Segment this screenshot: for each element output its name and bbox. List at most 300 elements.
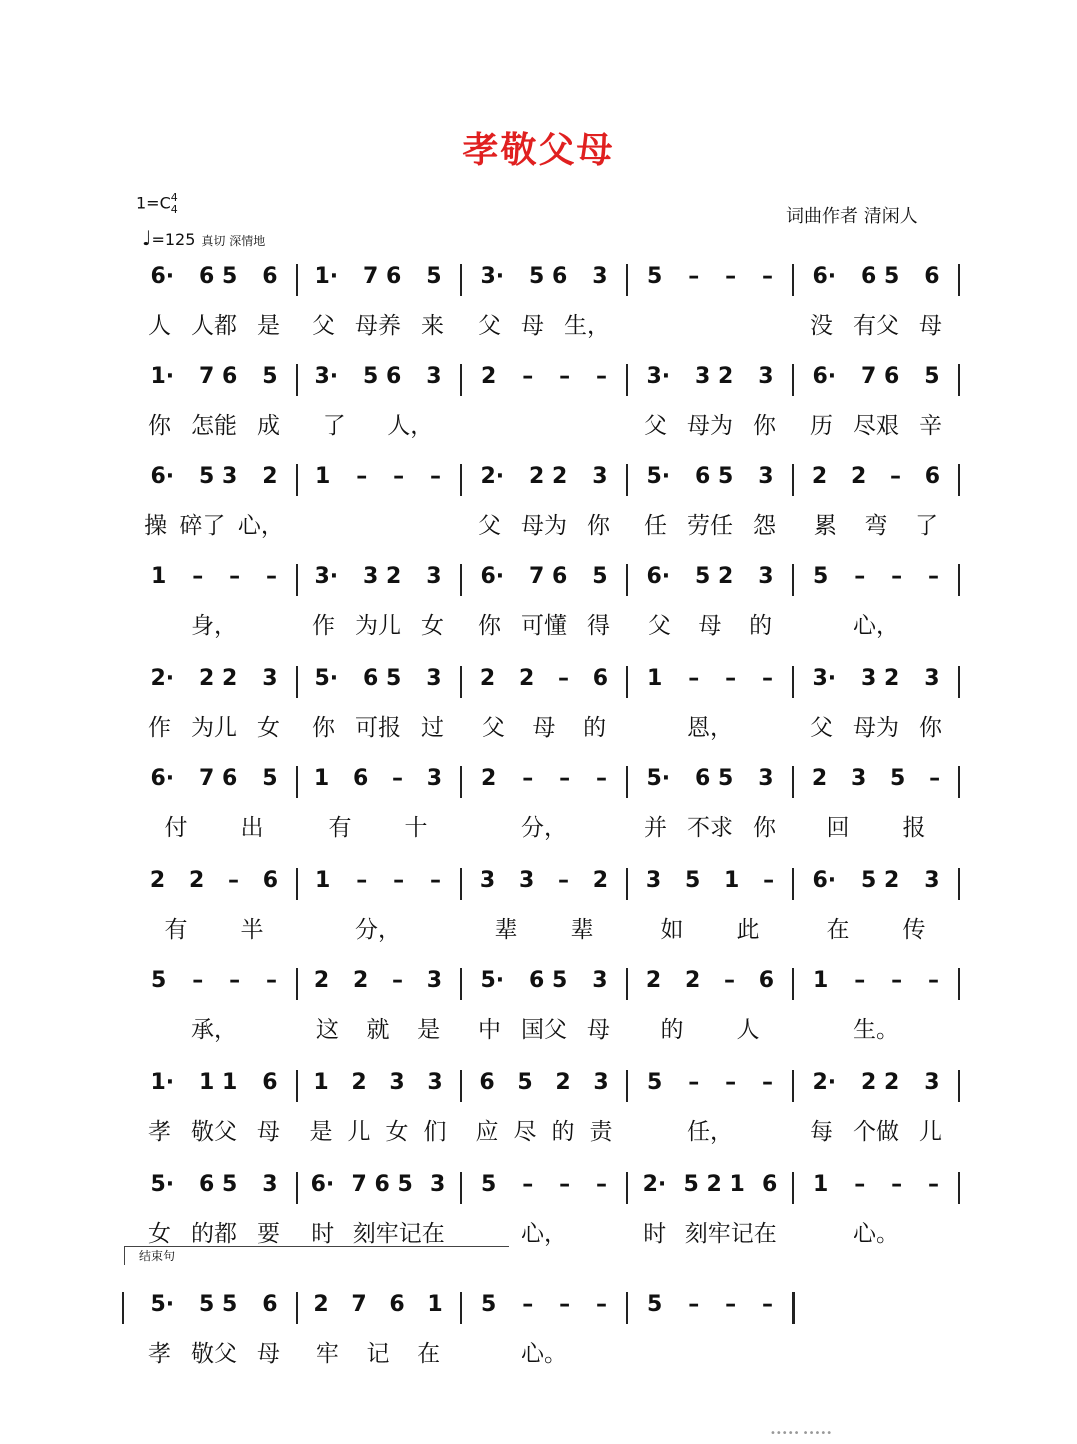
lyric: 十 xyxy=(404,814,428,841)
measure xyxy=(138,1064,290,1154)
note: – xyxy=(928,1171,940,1197)
note: 2 xyxy=(479,665,496,691)
note: 5 xyxy=(890,765,906,791)
measure xyxy=(302,962,454,1052)
note: – xyxy=(558,867,570,893)
note: – xyxy=(688,1069,700,1095)
barline xyxy=(958,264,960,296)
note: 2 xyxy=(850,463,867,489)
barline xyxy=(296,264,298,296)
lyric: 尽 xyxy=(513,1118,537,1145)
lyric: 累 xyxy=(813,512,837,539)
note-row xyxy=(302,660,454,696)
lyric: 报 xyxy=(902,814,926,841)
barline xyxy=(296,564,298,596)
note: 5 xyxy=(150,967,167,993)
barline xyxy=(460,968,462,1000)
barline xyxy=(626,1172,628,1204)
note-row xyxy=(634,1064,786,1100)
lyric: 你 xyxy=(148,412,171,439)
note: 2 xyxy=(811,765,828,791)
barline xyxy=(296,1070,298,1102)
note-row xyxy=(138,760,290,796)
note: 5· xyxy=(646,765,671,791)
note: 3 xyxy=(426,967,443,993)
lyric: 分， xyxy=(355,916,401,943)
note-row xyxy=(138,660,290,696)
lyric-row xyxy=(468,306,620,340)
lyric: 的 xyxy=(660,1016,684,1043)
measure xyxy=(468,558,620,648)
lyric: 弯 xyxy=(864,512,888,539)
note: 2 xyxy=(480,363,497,389)
measure xyxy=(634,1286,786,1376)
note: 5· xyxy=(150,1171,175,1197)
note: 6· xyxy=(812,363,837,389)
note: 3 xyxy=(426,563,442,589)
start-barline xyxy=(122,1292,124,1324)
barline xyxy=(460,564,462,596)
barline xyxy=(626,464,628,496)
note: – xyxy=(688,1291,700,1317)
note: 6 xyxy=(262,867,279,893)
note: – xyxy=(392,765,404,791)
note-row xyxy=(468,760,620,796)
measure xyxy=(634,558,786,648)
note: 2 xyxy=(811,463,828,489)
note-row xyxy=(800,458,952,494)
note: – xyxy=(854,967,866,993)
note: 2 2 xyxy=(861,1069,900,1095)
note: 7 6 xyxy=(199,765,238,791)
lyric: 得 xyxy=(587,612,610,639)
barline xyxy=(296,1172,298,1204)
note: 7 xyxy=(351,1291,367,1317)
note-row xyxy=(138,1166,290,1202)
note: 6· xyxy=(812,263,837,289)
barline xyxy=(792,766,794,798)
lyric: 成 xyxy=(257,412,280,439)
score-line xyxy=(138,962,968,1052)
note: 3 xyxy=(924,1069,940,1095)
note-row xyxy=(138,1286,290,1322)
lyric: 就 xyxy=(366,1016,390,1043)
lyric: 承， xyxy=(191,1016,237,1043)
lyric: 可懂 xyxy=(521,612,567,639)
lyric-row xyxy=(800,808,952,842)
note-row xyxy=(138,258,290,294)
lyric-row xyxy=(800,306,952,340)
note: 1 xyxy=(724,867,740,893)
note-row xyxy=(302,760,454,796)
lyric: 母为 xyxy=(853,714,899,741)
note: 5 xyxy=(426,263,442,289)
key-prefix: 1=C xyxy=(136,193,171,213)
note: – xyxy=(430,463,442,489)
lyric: 儿 xyxy=(347,1118,371,1145)
barline xyxy=(958,464,960,496)
lyric: 的 xyxy=(749,612,773,639)
note-row xyxy=(634,358,786,394)
note: 6 5 xyxy=(529,967,568,993)
lyric: 母养 xyxy=(355,312,401,339)
lyric: 们 xyxy=(423,1118,447,1145)
note: – xyxy=(559,363,571,389)
lyric: 女 xyxy=(385,1118,409,1145)
barline xyxy=(296,766,298,798)
barline xyxy=(626,868,628,900)
lyric-row xyxy=(634,406,786,440)
note: 2 xyxy=(592,867,609,893)
note-row xyxy=(634,258,786,294)
note: 3 xyxy=(758,563,774,589)
note-row xyxy=(468,358,620,394)
note: 1· xyxy=(150,1069,175,1095)
barline xyxy=(792,364,794,396)
expression-text: 真切 深情地 xyxy=(201,234,266,248)
lyric: 父 xyxy=(312,312,335,339)
lyric: 母 xyxy=(257,1340,280,1367)
lyric: 心， xyxy=(853,612,899,639)
note: 2 xyxy=(555,1069,571,1095)
lyric: 历 xyxy=(810,412,833,439)
note: – xyxy=(522,1291,534,1317)
note: 2 xyxy=(645,967,662,993)
footer-text: ••••• ••••• xyxy=(770,1428,833,1439)
quarter-note-icon: ♩ xyxy=(142,226,152,250)
lyric: 牢 xyxy=(315,1340,339,1367)
barline xyxy=(626,968,628,1000)
note: 3 xyxy=(592,463,608,489)
score-line xyxy=(138,558,968,648)
lyric-row xyxy=(138,1334,290,1368)
measure xyxy=(302,1166,454,1256)
lyric: 劳任 xyxy=(687,512,733,539)
measure xyxy=(468,1166,620,1256)
lyric: 辈 xyxy=(494,916,518,943)
lyric: 付 xyxy=(164,814,188,841)
lyric: 女 xyxy=(421,612,444,639)
measure xyxy=(302,862,454,952)
lyric-row xyxy=(468,606,620,640)
note: 3 2 xyxy=(363,563,402,589)
lyric: 个做 xyxy=(853,1118,899,1145)
lyric-row xyxy=(468,708,620,742)
note: – xyxy=(725,1069,737,1095)
note: 5 xyxy=(812,563,829,589)
lyric: 孝 xyxy=(148,1340,171,1367)
note: 2 xyxy=(313,967,330,993)
note: – xyxy=(393,867,405,893)
note: 3 xyxy=(924,665,940,691)
lyric: 可报 xyxy=(355,714,401,741)
lyric-row xyxy=(468,506,620,540)
note: 2· xyxy=(480,463,505,489)
note: 5· xyxy=(480,967,505,993)
measure xyxy=(138,862,290,952)
barline xyxy=(460,464,462,496)
measure xyxy=(468,1286,620,1376)
lyric-row xyxy=(302,1334,454,1368)
measure xyxy=(302,458,454,548)
lyric-row xyxy=(468,1334,620,1368)
lyric-row xyxy=(468,1112,620,1146)
lyric: 应 xyxy=(475,1118,499,1145)
lyric-row xyxy=(302,708,454,742)
note: 6 5 xyxy=(861,263,900,289)
lyric-row xyxy=(468,406,620,440)
measure xyxy=(800,862,952,952)
note: 5 xyxy=(646,1069,663,1095)
lyric: 是 xyxy=(309,1118,333,1145)
lyric-row xyxy=(468,1214,620,1248)
note: – xyxy=(688,665,700,691)
measure xyxy=(800,1064,952,1154)
note-row xyxy=(800,760,952,796)
lyric: 半 xyxy=(240,916,264,943)
note: – xyxy=(596,363,608,389)
lyric: 女 xyxy=(257,714,280,741)
note: 3 xyxy=(426,765,443,791)
measure xyxy=(800,258,952,348)
measure xyxy=(468,962,620,1052)
note-row xyxy=(468,660,620,696)
lyric: 有父 xyxy=(853,312,899,339)
note: – xyxy=(688,263,700,289)
note: 6 xyxy=(262,1069,278,1095)
lyric: 生， xyxy=(564,312,610,339)
note: – xyxy=(762,1291,774,1317)
lyric-row xyxy=(138,1112,290,1146)
note: 6 5 xyxy=(363,665,402,691)
note: 3 xyxy=(262,665,278,691)
lyric: 传 xyxy=(902,916,926,943)
note: 1 xyxy=(150,563,167,589)
note-row xyxy=(634,1166,786,1202)
lyric-row xyxy=(800,910,952,944)
note-row xyxy=(800,660,952,696)
barline xyxy=(792,464,794,496)
lyric: 孝 xyxy=(148,1118,171,1145)
note: – xyxy=(266,563,278,589)
note: 5 2 xyxy=(695,563,734,589)
measure xyxy=(634,862,786,952)
lyric-row xyxy=(138,1010,290,1044)
lyric-row xyxy=(302,1214,454,1248)
note: 1 xyxy=(646,665,663,691)
lyric: 了 xyxy=(915,512,939,539)
lyric: 母 xyxy=(698,612,722,639)
measure xyxy=(302,1286,454,1376)
note: – xyxy=(559,1291,571,1317)
lyric: 敬父 xyxy=(191,1118,237,1145)
lyric-row xyxy=(302,606,454,640)
lyric: 作 xyxy=(312,612,335,639)
note: 2 2 xyxy=(199,665,238,691)
note: 1 xyxy=(313,765,330,791)
note-row xyxy=(468,862,620,898)
note: 2 xyxy=(352,967,369,993)
note: 7 6 xyxy=(529,563,568,589)
lyric: 有 xyxy=(164,916,188,943)
note: 1 xyxy=(427,1291,443,1317)
lyric: 怨 xyxy=(753,512,776,539)
lyric: 你 xyxy=(919,714,942,741)
lyric: 父 xyxy=(478,312,501,339)
measure xyxy=(634,1064,786,1154)
note-row xyxy=(634,962,786,998)
lyric-row xyxy=(138,506,290,540)
note: – xyxy=(928,563,940,589)
note-row xyxy=(634,558,786,594)
measure xyxy=(138,962,290,1052)
measure xyxy=(138,358,290,448)
lyric: 你 xyxy=(753,412,776,439)
note: 5 2 xyxy=(861,867,900,893)
note: 2 xyxy=(480,765,497,791)
lyric: 为儿 xyxy=(355,612,401,639)
measure xyxy=(468,258,620,348)
lyric: 你 xyxy=(312,714,335,741)
lyric: 并 xyxy=(644,814,667,841)
note: 5 xyxy=(517,1069,533,1095)
lyric: 母 xyxy=(532,714,556,741)
note-row xyxy=(468,1064,620,1100)
lyric-row xyxy=(634,708,786,742)
note: 1· xyxy=(150,363,175,389)
lyric-row xyxy=(302,506,454,540)
note: 3 xyxy=(592,263,608,289)
measure xyxy=(634,962,786,1052)
lyric-row xyxy=(634,1112,786,1146)
lyric-row xyxy=(468,808,620,842)
lyric: 要 xyxy=(257,1220,280,1247)
lyric-row xyxy=(634,606,786,640)
note: – xyxy=(596,765,608,791)
lyric: 此 xyxy=(736,916,760,943)
lyric-row xyxy=(800,1112,952,1146)
note: 3 xyxy=(262,1171,278,1197)
note-row xyxy=(468,258,620,294)
note: – xyxy=(891,967,903,993)
note-row xyxy=(468,458,620,494)
lyric: 的都 xyxy=(191,1220,237,1247)
note: 5 3 xyxy=(199,463,238,489)
note: – xyxy=(356,867,368,893)
measure xyxy=(800,962,952,1052)
note: – xyxy=(890,463,902,489)
measure xyxy=(138,1286,290,1376)
barline xyxy=(460,1070,462,1102)
measure xyxy=(138,660,290,750)
note: 3 xyxy=(758,463,774,489)
barline xyxy=(792,1070,794,1102)
note: – xyxy=(762,263,774,289)
lyric: 分， xyxy=(521,814,567,841)
note: – xyxy=(559,765,571,791)
barline xyxy=(296,1292,298,1324)
note: 3 xyxy=(850,765,867,791)
measure xyxy=(468,358,620,448)
note: 7 6 xyxy=(199,363,238,389)
note: 5· xyxy=(150,1291,175,1317)
note: 1 xyxy=(812,1171,829,1197)
note: – xyxy=(854,563,866,589)
note: – xyxy=(192,563,204,589)
note: 1 xyxy=(314,867,331,893)
measure xyxy=(634,760,786,850)
lyric-row xyxy=(302,910,454,944)
note: 6· xyxy=(150,463,175,489)
note: 3· xyxy=(314,563,339,589)
note: 2 2 xyxy=(529,463,568,489)
note-row xyxy=(138,962,290,998)
note: 3 xyxy=(430,1171,446,1197)
lyric-row xyxy=(302,1010,454,1044)
measure xyxy=(138,1166,290,1256)
score-line xyxy=(138,258,968,348)
lyric: 儿 xyxy=(919,1118,942,1145)
note: 6· xyxy=(150,263,175,289)
note: 3 xyxy=(479,867,496,893)
note-row xyxy=(634,760,786,796)
score-line xyxy=(138,458,968,548)
lyric: 回 xyxy=(826,814,850,841)
note: 5 xyxy=(480,1171,497,1197)
note: 5 xyxy=(592,563,608,589)
lyric-row xyxy=(634,808,786,842)
barline xyxy=(958,968,960,1000)
lyric-row xyxy=(634,506,786,540)
measure xyxy=(138,458,290,548)
note: – xyxy=(762,665,774,691)
score-line xyxy=(138,660,968,750)
lyric-row xyxy=(138,708,290,742)
note: 2 xyxy=(684,967,701,993)
measure xyxy=(800,1166,952,1256)
score-line xyxy=(138,760,968,850)
note-row xyxy=(468,1286,620,1322)
note: 6 xyxy=(758,967,775,993)
lyric: 父 xyxy=(478,512,501,539)
measure xyxy=(302,558,454,648)
note: 1 xyxy=(313,1069,329,1095)
note: 1 xyxy=(812,967,829,993)
lyric: 时 xyxy=(311,1220,335,1247)
note: 6 xyxy=(262,1291,278,1317)
barline xyxy=(792,968,794,1000)
lyric: 记 xyxy=(366,1340,390,1367)
score-line xyxy=(138,1064,968,1154)
barline xyxy=(958,868,960,900)
lyric: 心， xyxy=(521,1220,567,1247)
note-row xyxy=(800,1166,952,1202)
lyric: 在 xyxy=(826,916,850,943)
note: 3 2 xyxy=(695,363,734,389)
note-row xyxy=(302,358,454,394)
lyric-row xyxy=(634,1334,786,1368)
note: 3 xyxy=(758,363,774,389)
lyric: 父 xyxy=(481,714,505,741)
lyric: 这 xyxy=(315,1016,339,1043)
barline xyxy=(626,264,628,296)
measure xyxy=(302,258,454,348)
note: – xyxy=(596,1171,608,1197)
lyric: 为儿 xyxy=(191,714,237,741)
lyric-row xyxy=(138,1214,290,1248)
lyric: 来 xyxy=(421,312,444,339)
song-title: 孝敬父母 xyxy=(462,130,615,171)
